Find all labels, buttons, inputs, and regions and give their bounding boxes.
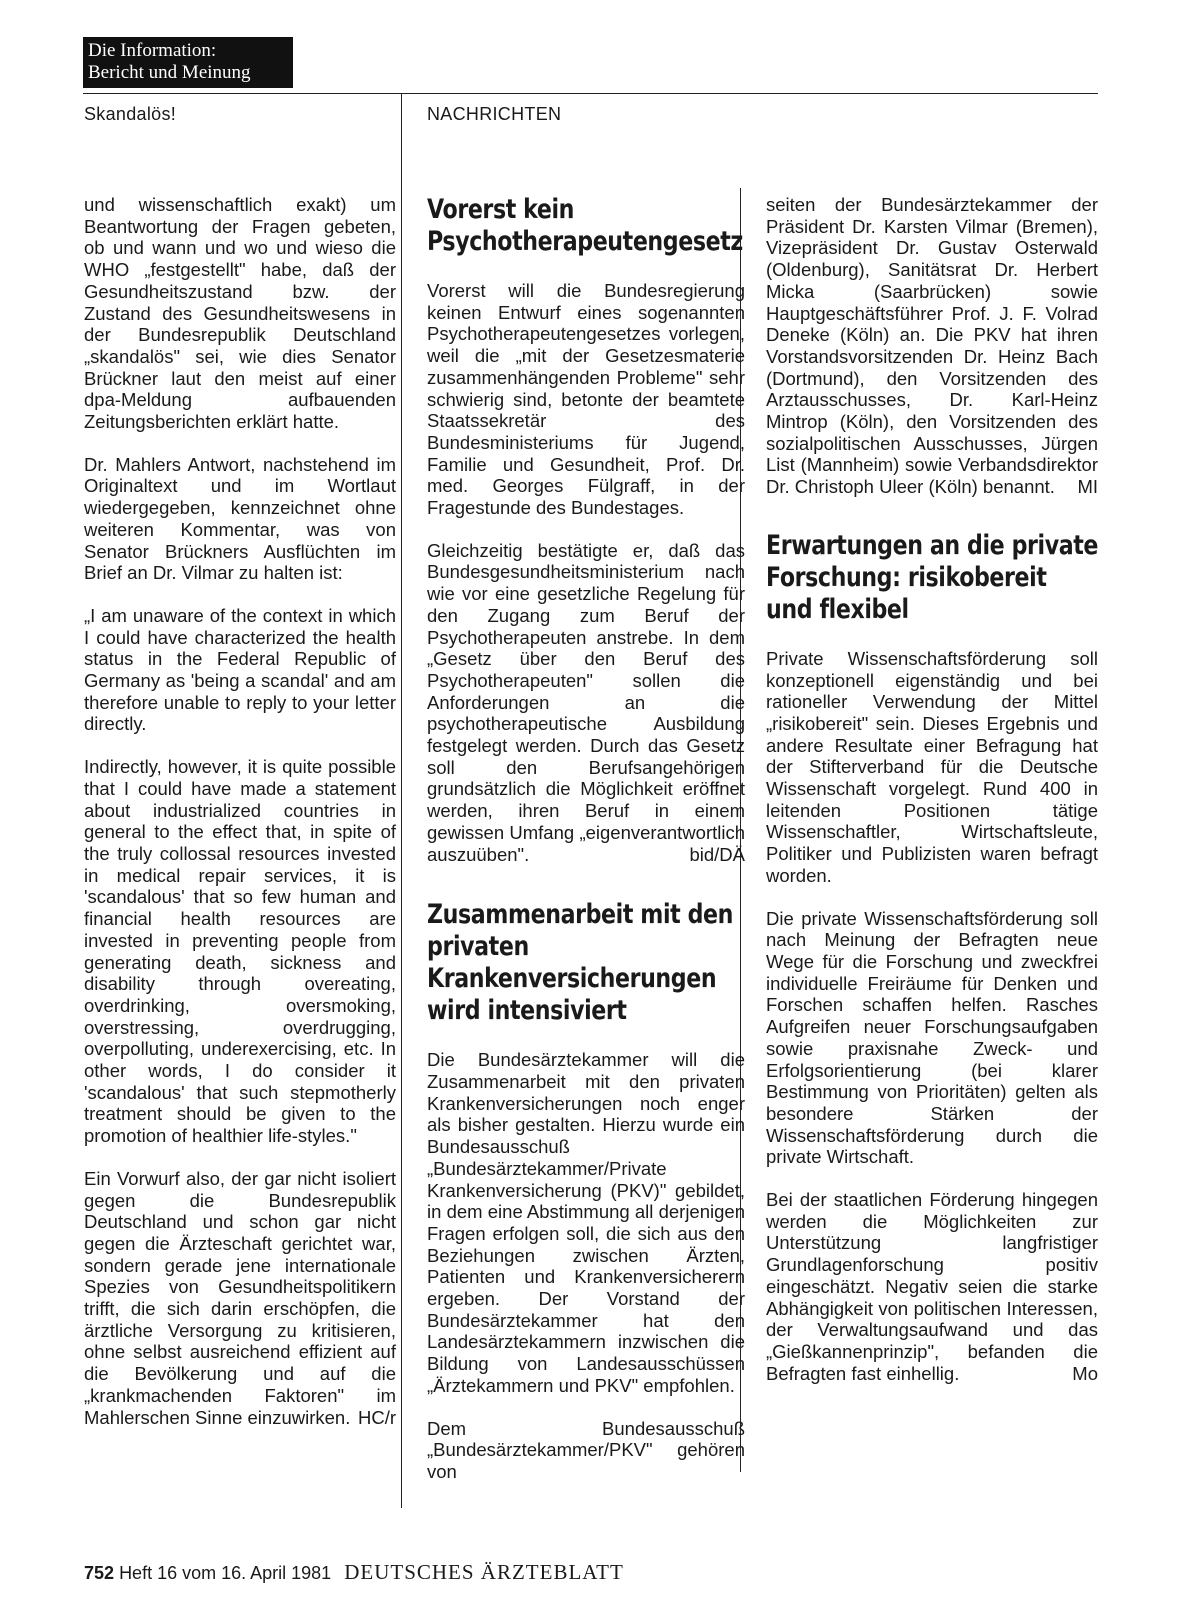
- section-label-left: Skandalös!: [84, 104, 177, 124]
- column-1: [84, 194, 396, 1449]
- column-divider-1: [401, 93, 402, 1508]
- paragraph: „I am unaware of the context in which I could have characterized the health status in the Federal Republic of Germany as 'being a scandal' and am therefore unable to reply to your letter directly.: [84, 604, 396, 735]
- page-number: 752: [84, 1563, 115, 1583]
- paragraph-text: seiten der Bundesärztekammer der Präsident Dr. Karsten Vilmar (Bremen), Vizepräsident Dr. Gustav Osterwald (Oldenburg), Sanitätsrat Dr. Herbert Micka (Saarbrücken) sowie Hauptgeschäftsführer Prof. J. F. Volrad Deneke (Köln) an. Die PKV hat ihren Vorstandsvorsitzenden Dr. Heinz Bach (Dortmund), den Vorsitzenden des Arztausschusses, Dr. Karl-Heinz Mintrop (Köln), den Vorsitzenden des sozialpolitischen Ausschusses, Jürgen List (Mannheim) sowie Verbandsdirektor Dr. Christoph Uleer (Köln) benannt.: [766, 194, 1098, 498]
- masthead: [83, 37, 293, 88]
- paragraph-continued: [766, 194, 1098, 498]
- header-rule: [83, 93, 1098, 94]
- journal-name: DEUTSCHES ÄRZTEBLATT: [344, 1560, 624, 1584]
- section-label-right: NACHRICHTEN: [427, 104, 562, 124]
- article-title: Zusammenarbeit mit den privaten Krankenversicherungen wird intensiviert: [427, 899, 734, 1027]
- paragraph: und wissenschaftlich exakt) um Beantwortung der Fragen gebeten, ob und wann und wo und wieso die WHO „festgestellt" habe, daß der Gesundheitszustand bzw. der Zustand des Gesundheitswesens in der Bundesrepublik Deutschland „skandalös" sei, wie dies Senator Brückner laut den meist auf einer dpa-Meldung aufbauenden Zeitungsberichten erklärt hatte.: [84, 194, 396, 433]
- author-signature: Mo: [1072, 1362, 1098, 1384]
- paragraph-text: Bei der staatlichen Förderung hingegen werden die Möglichkeiten zur Unterstützung langfristiger Grundlagenforschung positiv eingeschätzt. Negativ seien die starke Abhängigkeit von politischen Interessen, der Verwaltungsaufwand und das „Gießkannenprinzip", befanden die Befragten fast einhellig.: [766, 1189, 1098, 1384]
- paragraph: Vorerst will die Bundesregierung keinen Entwurf eines sogenannten Psychotherapeutengesetzes vorlegen, weil die „mit der Gesetzesmaterie zusammenhängenden Probleme" sehr schwierig sind, betonte der beamtete Staatssekretär des Bundesministeriums für Jugend, Familie und Gesundheit, Prof. Dr. med. Georges Fülgraff, in der Fragestunde des Bundestages.: [427, 280, 745, 519]
- author-signature: MI: [1077, 476, 1098, 498]
- column-2: [427, 194, 745, 1504]
- author-signature: bid/DÄ: [689, 843, 745, 865]
- paragraph-last: [766, 1189, 1098, 1384]
- article-title: Vorerst kein Psychotherapeutengesetz: [427, 194, 743, 257]
- paragraph: Private Wissenschaftsförderung soll konzeptionell eigenständig und bei rationeller Verwendung der Mittel „risikobereit" sein. Dieses Ergebnis und andere Resultate einer Befragung hat der Stifterverband für die Deutsche Wissenschaft vorgelegt. Rund 400 in leitenden Positionen tätige Wissenschaftler, Wirtschaftsleute, Politiker und Publizisten waren befragt worden.: [766, 647, 1098, 886]
- page-footer: [84, 1560, 624, 1585]
- paragraph-text: Ein Vorwurf also, der gar nicht isoliert gegen die Bundesrepublik Deutschland und schon gar nicht gegen die Ärzteschaft gerichtet war, sondern gerade jene internationale Spezies von Gesundheitspolitikern trifft, die sich darin erschöpfen, die ärztliche Versorgung zu kritisieren, ohne selbst ausreichend effizient auf die Bevölkerung und auf die „krankmachenden Faktoren" im Mahlerschen Sinne einzuwirken.: [84, 1167, 396, 1428]
- issue-info: Heft 16 vom 16. April 1981: [119, 1563, 332, 1583]
- paragraph-last: [84, 1168, 396, 1428]
- author-signature: HC/r: [357, 1406, 396, 1428]
- paragraph: Dem Bundesausschuß „Bundesärztekammer/PKV" gehören von: [427, 1417, 745, 1482]
- paragraph-text: Gleichzeitig bestätigte er, daß das Bundesgesundheitsministerium nach wie vor eine gesetzliche Regelung für den Zugang zum Beruf der Psychotherapeuten anstrebe. In dem „Gesetz über den Beruf des Psychotherapeuten" sollen die Anforderungen an die psychotherapeutische Ausbildung festgelegt werden. Durch das Gesetz soll den Berufsangehörigen grundsätzlich die Möglichkeit eröffnet werden, ihren Beruf in einem gewissen Umfang „eigenverantwortlich auszuüben".: [427, 539, 745, 865]
- masthead-line-1: Die Information:: [88, 40, 217, 61]
- paragraph: Dr. Mahlers Antwort, nachstehend im Originaltext und im Wortlaut wiedergegeben, kennzeichnet ohne weiteren Kommentar, was von Senator Brückners Ausflüchten im Brief an Dr. Vilmar zu halten ist:: [84, 453, 396, 584]
- paragraph: Die private Wissenschaftsförderung soll nach Meinung der Befragten neue Wege für die Forschung und zweckfrei individuelle Freiräume für Denken und Forschen schaffen helfen. Rasches Aufgreifen neuer Forschungsaufgaben sowie praxisnahe Zweck- und Erfolgsorientierung (bei klarer Bestimmung von Prioritäten) gelten als besondere Stärken der Wissenschaftsförderung durch die private Wirtschaft.: [766, 907, 1098, 1168]
- paragraph: Indirectly, however, it is quite possible that I could have made a statement about industrialized countries in general to the effect that, in spite of the truly collossal resources invested in medical repair services, it is 'scandalous' that so few human and financial health resources are invested in preventing people from generating death, sickness and disability through overeating, overdrinking, oversmoking, overstressing, overdrugging, overpolluting, underexercising, etc. In other words, I do consider it 'scandalous' that such stepmotherly treatment should be given to the promotion of healthier life-styles.": [84, 756, 396, 1147]
- article-title: Erwartungen an die private Forschung: risikobereit und flexibel: [766, 529, 1099, 625]
- column-3: [766, 194, 1098, 1405]
- masthead-line-2: Bericht und Meinung: [88, 62, 251, 83]
- paragraph-last: [427, 540, 745, 866]
- paragraph: Die Bundesärztekammer will die Zusammenarbeit mit den privaten Krankenversicherungen noch enger als bisher gestalten. Hierzu wurde ein Bundesausschuß „Bundesärztekammer/Private Krankenversicherung (PKV)" gebildet, in dem eine Abstimmung all derjenigen Fragen erfolgen soll, die sich aus den Beziehungen zwischen Ärzten, Patienten und Krankenversicherern ergeben. Der Vorstand der Bundesärztekammer hat den Landesärztekammern inzwischen die Bildung von Landesausschüssen „Ärztekammern und PKV" empfohlen.: [427, 1049, 745, 1396]
